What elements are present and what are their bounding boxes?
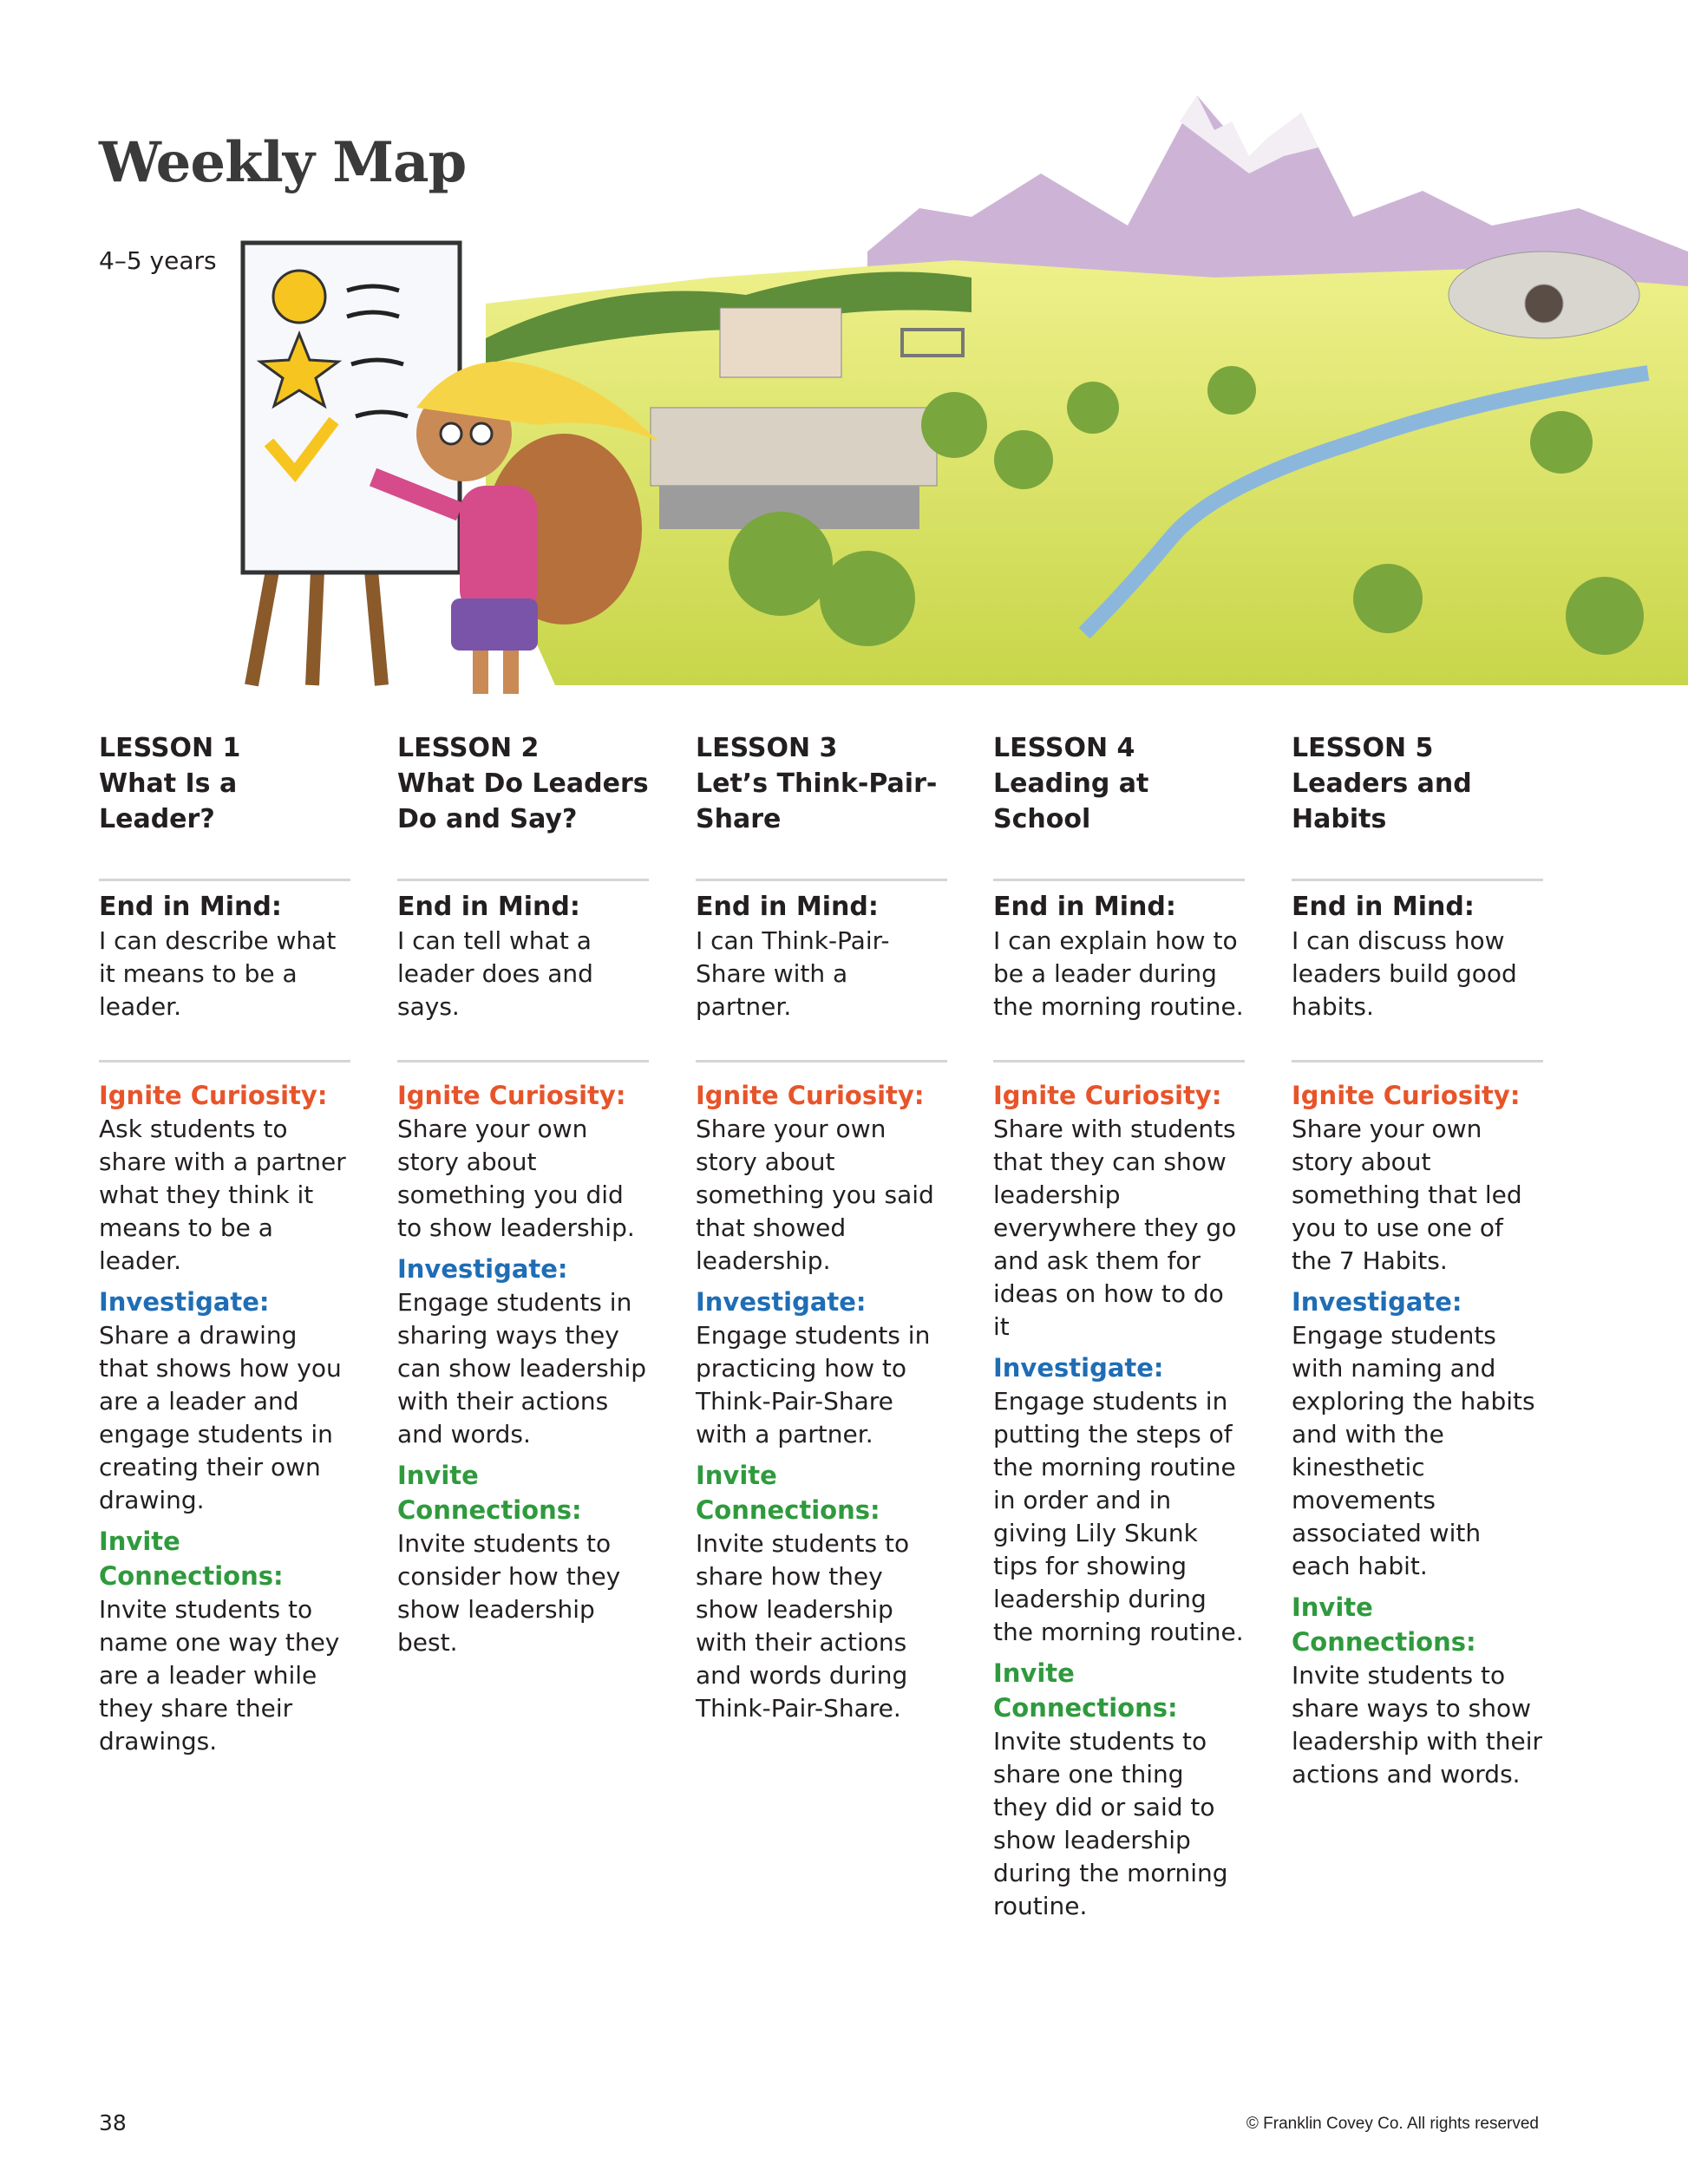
end-in-mind [99,890,350,1060]
age-range: 4–5 years [99,246,217,275]
ignite-text: Share with students that they can show leadership everywhere they go and ask them for ideas on how to do it [993,1115,1237,1341]
invite-label: Invite Connections: [1292,1592,1476,1657]
investigate-label: Investigate: [1292,1287,1462,1317]
lesson-column-3 [696,730,947,1725]
lesson-column-1 [99,730,350,1758]
easel-chart [243,243,460,685]
end-in-mind-label: End in Mind: [696,892,879,922]
end-in-mind-text: I can tell what a leader does and says. [397,926,593,1021]
end-in-mind-label: End in Mind: [1292,892,1475,922]
lesson-title: Let’s Think-Pair-Share [696,768,938,834]
copyright: © Franklin Covey Co. All rights reserved [1246,2115,1539,2133]
lesson-column-5 [1292,730,1543,1791]
lesson-number: LESSON 4 [993,733,1135,763]
ignite-label: Ignite Curiosity: [1292,1081,1521,1110]
invite-text: Invite students to consider how they show leadership best. [397,1529,621,1657]
end-in-mind-text: I can describe what it means to be a leader. [99,926,337,1021]
invite-text: Invite students to share ways to show leadership with their actions and words. [1292,1661,1543,1788]
invite-text: Invite students to name one way they are a leader while they share their drawings. [99,1595,340,1756]
investigate-label: Investigate: [696,1287,867,1317]
rock-caves [1449,252,1639,338]
investigate-text: Share a drawing that shows how you are a leader and engage students in creating their own drawing. [99,1321,342,1514]
investigate-text: Engage students with naming and exploring the habits and with the kinesthetic movements associated with each habit. [1292,1321,1535,1580]
invite-label: Invite Connections: [696,1461,880,1525]
end-in-mind [1292,890,1543,1060]
ignite-label: Ignite Curiosity: [993,1081,1222,1110]
ignite-label: Ignite Curiosity: [99,1081,328,1110]
investigate-label: Investigate: [99,1287,270,1317]
lesson-title: Leaders and Habits [1292,768,1472,834]
lesson-column-4 [993,730,1245,1923]
divider [993,879,1245,881]
lesson-title: What Is a Leader? [99,768,238,834]
lesson-title: What Do Leaders Do and Say? [397,768,649,834]
landscape-illustration [0,78,1688,696]
ignite-text: Share your own story about something you said that showed leadership. [696,1115,934,1275]
invite-label: Invite Connections: [99,1527,284,1591]
ignite-label: Ignite Curiosity: [696,1081,925,1110]
divider [1292,1060,1543,1063]
invite-label: Invite Connections: [993,1658,1178,1723]
divider [99,1060,350,1063]
end-in-mind [696,890,947,1060]
end-in-mind [397,890,649,1060]
ignite-text: Share your own story about something that led you to use one of the 7 Habits. [1292,1115,1522,1275]
investigate-label: Investigate: [993,1353,1164,1383]
end-in-mind [993,890,1245,1060]
divider [993,1060,1245,1063]
end-in-mind-text: I can Think-Pair-Share with a partner. [696,926,890,1021]
page-title: Weekly Map [99,130,467,195]
end-in-mind-text: I can discuss how leaders build good habits. [1292,926,1517,1021]
divider [397,879,649,881]
divider [397,1060,649,1063]
investigate-label: Investigate: [397,1254,568,1284]
page-number: 38 [99,2110,127,2135]
lesson-title: Leading at School [993,768,1149,834]
end-in-mind-label: End in Mind: [993,892,1176,922]
investigate-text: Engage students in sharing ways they can show leadership with their actions and words. [397,1288,647,1448]
investigate-text: Engage students in putting the steps of the morning routine in order and in giving Lily Skunk tips for showing leadership during the morning routine. [993,1387,1244,1646]
lesson-number: LESSON 3 [696,733,838,763]
invite-label: Invite Connections: [397,1461,582,1525]
lesson-number: LESSON 5 [1292,733,1434,763]
divider [696,879,947,881]
divider [696,1060,947,1063]
ignite-label: Ignite Curiosity: [397,1081,626,1110]
end-in-mind-label: End in Mind: [397,892,580,922]
ignite-text: Share your own story about something you did to show leadership. [397,1115,635,1242]
lesson-number: LESSON 1 [99,733,241,763]
end-in-mind-label: End in Mind: [99,892,282,922]
ignite-text: Ask students to share with a partner what they think it means to be a leader. [99,1115,346,1275]
lesson-column-2 [397,730,649,1659]
invite-text: Invite students to share how they show leadership with their actions and words during Think-Pair-Share. [696,1529,910,1723]
invite-text: Invite students to share one thing they did or said to show leadership during the morning routine. [993,1727,1228,1920]
investigate-text: Engage students in practicing how to Think-Pair-Share with a partner. [696,1321,931,1448]
divider [99,879,350,881]
divider [1292,879,1543,881]
end-in-mind-text: I can explain how to be a leader during the morning routine. [993,926,1244,1021]
lesson-number: LESSON 2 [397,733,540,763]
